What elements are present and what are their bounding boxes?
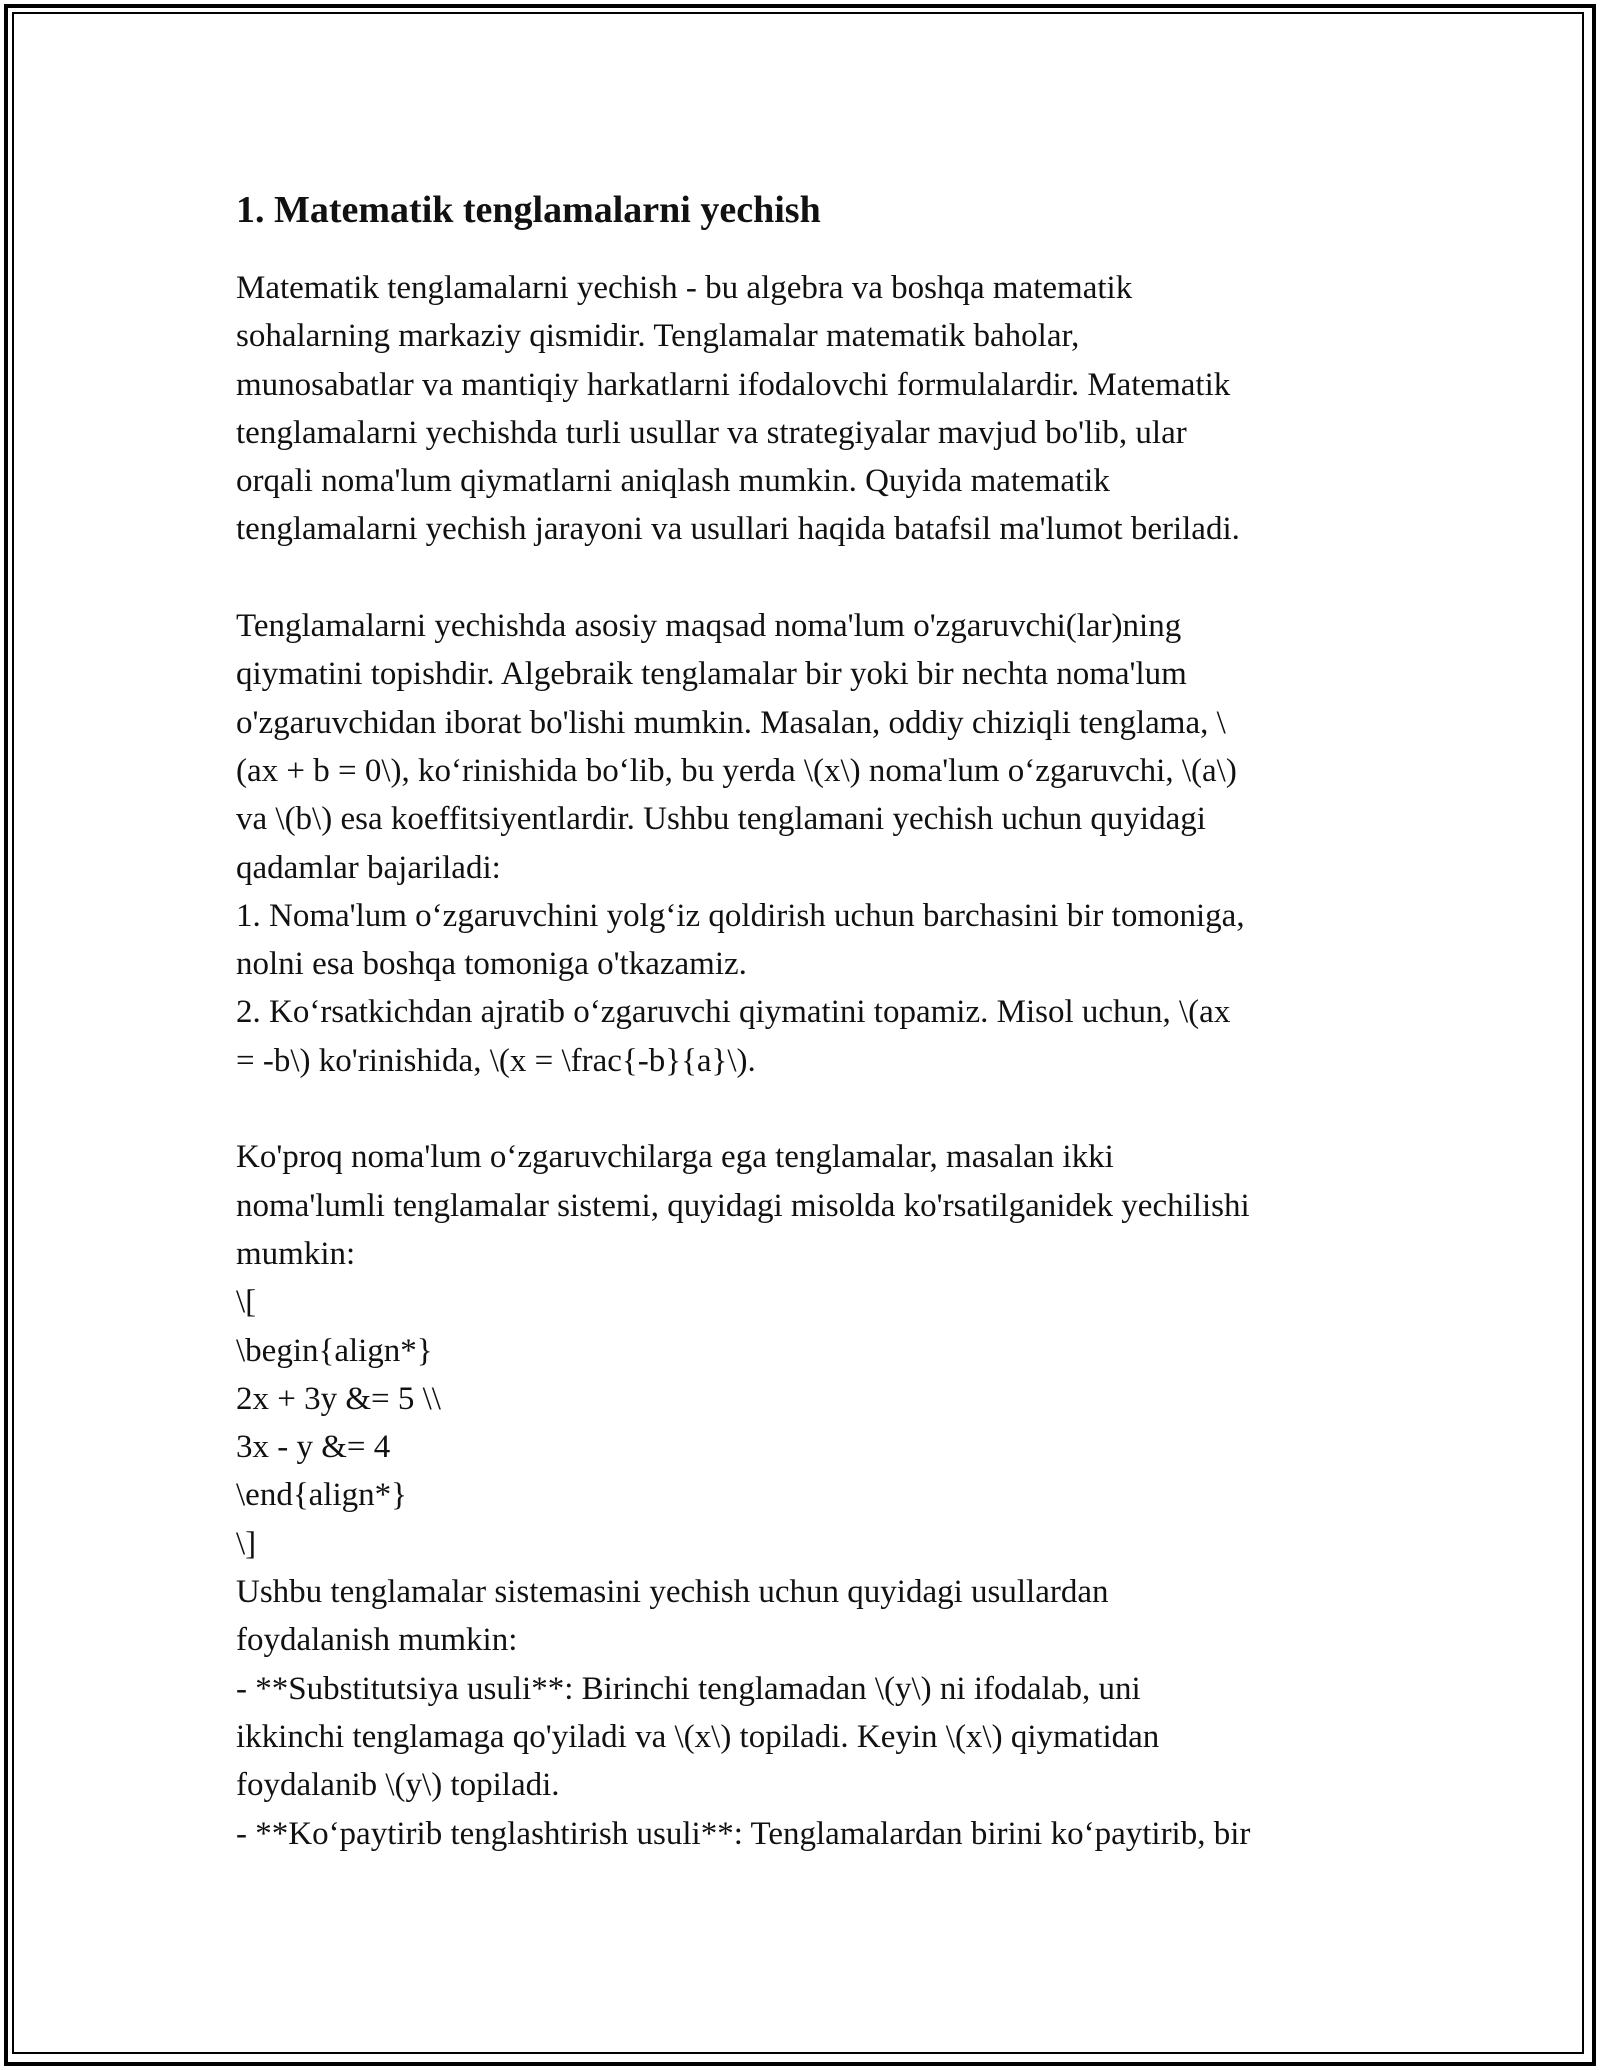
body-text (236, 264, 1376, 1858)
document-body (236, 186, 1376, 1858)
section-heading: 1. Matematik tenglamalarni yechish (236, 189, 821, 231)
text-line: o'zgaruvchidan iborat bo'lishi mumkin. Masalan, oddiy chiziqli tenglama, \ (236, 704, 1226, 741)
text-line: qiymatini topishdir. Algebraik tenglamalar bir yoki bir nechta noma'lum (236, 656, 1187, 693)
text-line: mumkin: (236, 1235, 356, 1272)
text-line: Matematik tenglamalarni yechish - bu algebra va boshqa matematik (236, 270, 1133, 306)
blank-line (236, 1085, 1376, 1133)
text-line: foydalanib \(y\) topiladi. (236, 1767, 560, 1804)
text-line: \end{align*} (236, 1477, 407, 1514)
blank-line (236, 554, 1376, 602)
text-line: tenglamalarni yechishda turli usullar va strategiyalar mavjud bo'lib, ular (236, 414, 1187, 451)
text-line: \begin{align*} (236, 1332, 433, 1369)
text-line: = -b\) ko'rinishida, \(x = \frac{-b}{a}\). (236, 1042, 756, 1079)
text-line: 3x - y &= 4 (236, 1429, 391, 1466)
text-line: (ax + b = 0\), ko‘rinishida bo‘lib, bu yerda \(x\) noma'lum o‘zgaruvchi, \(a\) (236, 752, 1237, 789)
text-line: qadamlar bajariladi: (236, 849, 501, 886)
text-line: 2. Ko‘rsatkichdan ajratib o‘zgaruvchi qiymatini topamiz. Misol uchun, \(ax (236, 994, 1231, 1031)
text-line: \] (236, 1525, 257, 1562)
text-line: va \(b\) esa koeffitsiyentlardir. Ushbu tenglamani yechish uchun quyidagi (236, 801, 1206, 838)
text-line: Ko'proq noma'lum o‘zgaruvchilarga ega tenglamalar, masalan ikki (236, 1139, 1114, 1176)
text-line: Tenglamalarni yechishda asosiy maqsad noma'lum o'zgaruvchi(lar)ning (236, 608, 1182, 645)
text-line: foydalanish mumkin: (236, 1622, 518, 1659)
text-line: orqali noma'lum qiymatlarni aniqlash mumkin. Quyida matematik (236, 463, 1110, 500)
text-line: ikkinchi tenglamaga qo'yiladi va \(x\) topiladi. Keyin \(x\) qiymatidan (236, 1718, 1160, 1755)
text-line: 1. Noma'lum o‘zgaruvchini yolg‘iz qoldirish uchun barchasini bir tomoniga, (236, 897, 1245, 934)
text-line: munosabatlar va mantiqiy harkatlarni ifodalovchi formulalardir. Matematik (236, 366, 1231, 403)
text-line: tenglamalarni yechish jarayoni va usullari haqida batafsil ma'lumot beriladi. (236, 511, 1240, 548)
text-line: 2x + 3y &= 5 \\ (236, 1380, 441, 1417)
text-line: \[ (236, 1284, 257, 1321)
text-line: nolni esa boshqa tomoniga o'tkazamiz. (236, 946, 747, 983)
text-line: sohalarning markaziy qismidir. Tenglamalar matematik baholar, (236, 318, 1080, 355)
text-line: - **Ko‘paytirib tenglashtirish usuli**: Tenglamalardan birini ko‘paytirib, bir (236, 1815, 1251, 1852)
text-line: Ushbu tenglamalar sistemasini yechish uchun quyidagi usullardan (236, 1574, 1109, 1611)
text-line: - **Substitutsiya usuli**: Birinchi tenglamadan \(y\) ni ifodalab, uni (236, 1670, 1141, 1707)
text-line: noma'lumli tenglamalar sistemi, quyidagi misolda ko'rsatilganidek yechilishi (236, 1187, 1250, 1224)
